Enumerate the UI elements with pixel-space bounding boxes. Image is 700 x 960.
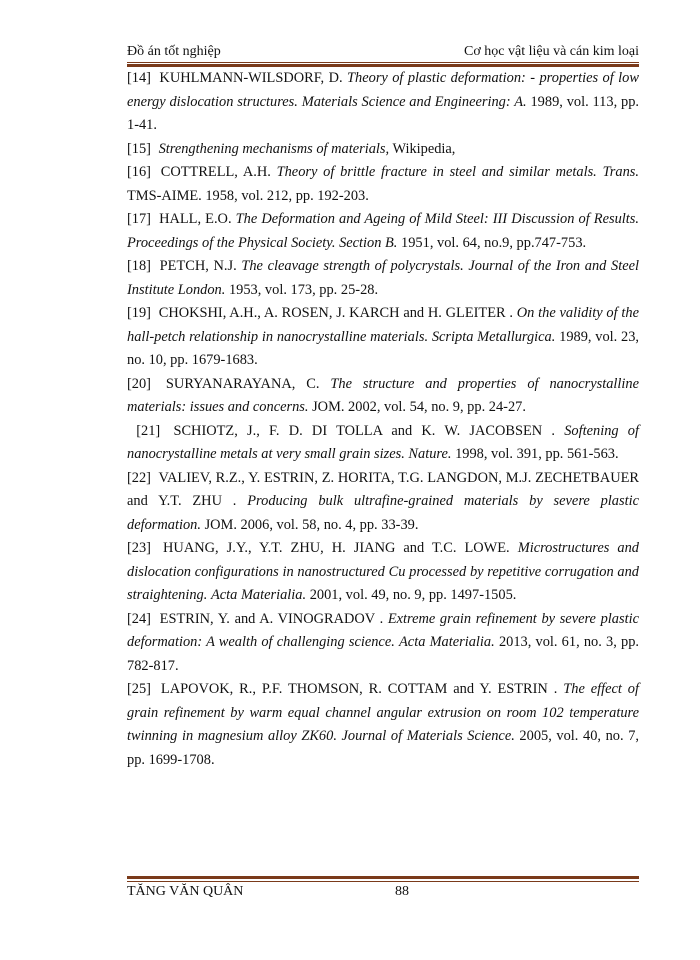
reference-details: JOM. 2002, vol. 54, no. 9, pp. 24-27. xyxy=(312,399,526,415)
reference-number: [18] xyxy=(127,258,151,274)
footer-rule-thin xyxy=(127,881,639,882)
reference-item xyxy=(127,678,639,772)
reference-venue: Journal of the Iron and Steel Institute London. xyxy=(127,258,639,298)
reference-details: 1989, vol. 23, no. 10, pp. 1679-1683. xyxy=(127,328,639,368)
reference-authors: CHOKSHI, A.H., A. ROSEN, J. KARCH and H. GLEITER . xyxy=(158,305,513,321)
header-right-text: Cơ học vật liệu và cán kim loại xyxy=(464,44,639,59)
reference-number: [14] xyxy=(127,70,151,86)
reference-item xyxy=(127,537,639,608)
reference-item xyxy=(127,208,639,255)
footer-author: TĂNG VĂN QUÂN xyxy=(127,884,244,899)
reference-details: 1951, vol. 64, no.9, pp.747-753. xyxy=(401,234,587,251)
reference-title: Theory of brittle fracture in steel and similar metals. xyxy=(276,164,597,180)
page-header xyxy=(127,44,639,60)
reference-venue: Proceedings of the Physical Society. Section B. xyxy=(127,234,398,251)
reference-details: 2013, vol. 61, no. 3, pp. 782-817. xyxy=(127,634,639,674)
reference-item xyxy=(127,255,639,302)
reference-details: 1998, vol. 391, pp. 561-563. xyxy=(455,446,619,462)
reference-authors: PETCH, N.J. xyxy=(159,258,237,274)
page-number: 88 xyxy=(395,884,409,899)
reference-number: [21] xyxy=(136,422,161,439)
reference-number: [25] xyxy=(127,681,151,697)
reference-list xyxy=(127,67,639,772)
reference-title: The structure and properties of nanocrystalline materials: issues and concerns. xyxy=(127,375,639,415)
reference-title: The Deformation and Ageing of Mild Steel: III Discussion of Results. xyxy=(235,211,639,227)
reference-item xyxy=(127,467,639,538)
reference-item xyxy=(127,373,639,420)
reference-details: 2001, vol. 49, no. 9, pp. 1497-1505. xyxy=(309,587,517,603)
reference-number: [16] xyxy=(127,164,151,180)
reference-authors: KUHLMANN-WILSDORF, D. xyxy=(159,70,343,86)
reference-details: 2005, vol. 40, no. 7, pp. 1699-1708. xyxy=(127,728,639,768)
reference-authors: ESTRIN, Y. and A. VINOGRADOV . xyxy=(159,610,384,627)
reference-authors: HUANG, J.Y., Y.T. ZHU, H. JIANG and T.C. LOWE. xyxy=(163,540,510,556)
reference-venue: Nature. xyxy=(408,446,452,462)
header-left-text: Đồ án tốt nghiệp xyxy=(127,44,221,59)
reference-number: [17] xyxy=(127,211,151,227)
reference-details: TMS-AIME. 1958, vol. 212, pp. 192-203. xyxy=(127,187,369,204)
reference-number: [19] xyxy=(127,305,151,321)
reference-title: Producing bulk ultrafine-grained materials by severe plastic deformation. xyxy=(127,493,639,533)
reference-details: JOM. 2006, vol. 58, no. 4, pp. 33-39. xyxy=(204,516,419,533)
reference-item xyxy=(127,161,639,208)
reference-venue: Trans. xyxy=(602,164,639,180)
reference-authors: SURYANARAYANA, C. xyxy=(165,375,320,392)
reference-authors: COTTRELL, A.H. xyxy=(160,164,271,180)
reference-venue: Journal of Materials Science. xyxy=(341,728,515,744)
reference-venue: Acta Materialia. xyxy=(399,634,495,650)
reference-title: The effect of grain refinement by warm equal channel angular extrusion on room 102 temperature twinning in magnesium alloy ZK60. xyxy=(127,681,640,744)
reference-authors: VALIEV, R.Z., Y. ESTRIN, Z. HORITA, T.G. LANGDON, M.J. ZECHETBAUER and Y.T. ZHU . xyxy=(127,469,639,509)
reference-number: [23] xyxy=(127,540,151,556)
reference-details: 1953, vol. 173, pp. 25-28. xyxy=(228,281,379,298)
reference-authors: LAPOVOK, R., P.F. THOMSON, R. COTTAM and Y. ESTRIN . xyxy=(160,681,558,697)
reference-number: [22] xyxy=(127,469,151,486)
reference-item xyxy=(127,138,639,162)
reference-title: Microstructures and dislocation configurations in nanostructured Cu processed by repetitive corrugation and straightening. xyxy=(127,540,639,603)
reference-title: Strengthening mechanisms of materials, xyxy=(158,140,390,157)
reference-authors: SCHIOTZ, J., F. D. DI TOLLA and K. W. JACOBSEN . xyxy=(173,422,555,439)
reference-venue: Scripta Metallurgica. xyxy=(431,328,556,345)
reference-number: [24] xyxy=(127,610,151,627)
reference-title: The cleavage strength of polycrystals. xyxy=(241,258,464,274)
reference-item xyxy=(127,608,639,679)
header-rule-thin xyxy=(127,62,639,63)
reference-details: 1989, vol. 113, pp. 1-41. xyxy=(127,93,640,133)
reference-item xyxy=(127,302,639,373)
reference-title: Extreme grain refinement by severe plastic deformation: A wealth of challenging science. xyxy=(127,610,639,650)
reference-title: On the validity of the hall-petch relationship in nanocrystalline materials. xyxy=(127,305,639,345)
reference-details: Wikipedia, xyxy=(392,140,456,157)
reference-item xyxy=(127,420,639,467)
reference-item xyxy=(127,67,639,138)
reference-number: [20] xyxy=(127,375,151,392)
footer-rule-thick xyxy=(127,876,639,879)
reference-title: Theory of plastic deformation: - properties of low energy dislocation structures. xyxy=(127,70,639,110)
reference-title: Softening of nanocrystalline metals at very small grain sizes. xyxy=(127,422,640,462)
reference-venue: Acta Materialia. xyxy=(210,587,307,603)
reference-number: [15] xyxy=(127,140,151,157)
reference-authors: HALL, E.O. xyxy=(159,211,232,227)
reference-venue: Materials Science and Engineering: A. xyxy=(301,93,527,110)
